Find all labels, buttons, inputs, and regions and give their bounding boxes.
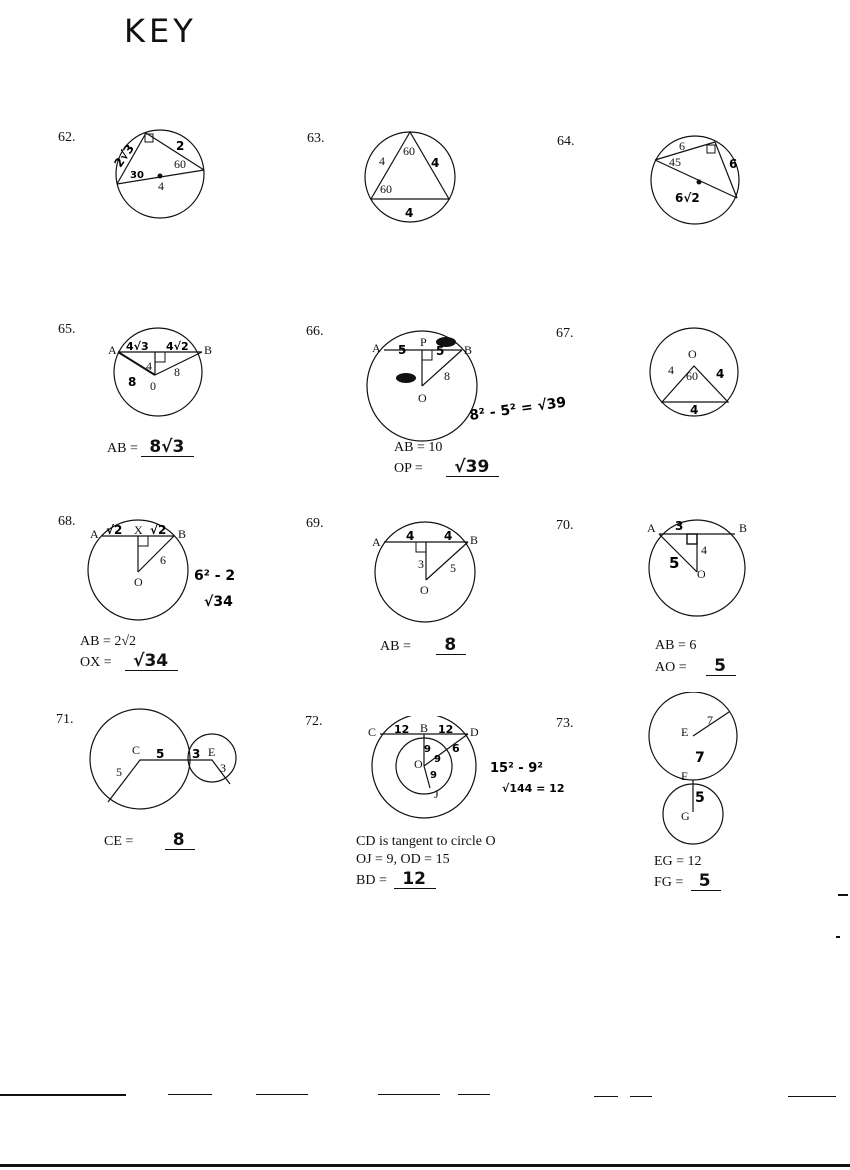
p73-label-five: 5 bbox=[695, 790, 705, 806]
problem-64-diagram bbox=[645, 128, 745, 230]
bottom-rule-2 bbox=[168, 1094, 212, 1095]
p71-label-er: 3 bbox=[192, 747, 201, 761]
p68-answer-row bbox=[80, 652, 178, 671]
p71-label-r1: 5 bbox=[116, 765, 122, 779]
problem-69-number: 69. bbox=[306, 516, 324, 531]
edge-mark-2 bbox=[836, 936, 840, 938]
p70-label-seg: 3 bbox=[675, 519, 684, 533]
p72-answer-label: BD = bbox=[356, 873, 387, 888]
problem-65-diagram bbox=[100, 320, 230, 420]
p62-label-e: 4 bbox=[158, 179, 164, 193]
answer-key-title: KEY bbox=[124, 12, 197, 50]
problem-69-diagram bbox=[362, 518, 492, 628]
p68-answer: √34 bbox=[125, 652, 178, 671]
p65-label-b: B bbox=[204, 343, 213, 357]
bottom-rule-4 bbox=[378, 1094, 440, 1095]
p72-work-1: 15² - 9² bbox=[490, 761, 543, 776]
edge-mark-1 bbox=[838, 894, 848, 896]
p64-label-top: 6 bbox=[679, 139, 685, 153]
p71-label-r2: 3 bbox=[220, 761, 226, 775]
p66-label-seg2: 5 bbox=[436, 344, 445, 358]
p72-given-1: CD is tangent to circle O bbox=[356, 834, 496, 849]
p69-label-seg1: 4 bbox=[406, 529, 415, 543]
p68-label-b: B bbox=[178, 527, 187, 541]
problem-68-diagram bbox=[82, 514, 252, 636]
p70-label-r: 5 bbox=[669, 554, 680, 572]
p72-work-2: √144 = 12 bbox=[502, 782, 565, 795]
p69-label-r: 5 bbox=[450, 561, 456, 575]
p67-label-o: O bbox=[688, 347, 697, 361]
problem-73-diagram bbox=[645, 692, 745, 858]
p71-answer-row bbox=[104, 831, 195, 850]
p69-label-b: B bbox=[470, 533, 479, 547]
bottom-rule-5 bbox=[458, 1094, 490, 1095]
p72-label-seg2: 12 bbox=[438, 723, 454, 736]
p62-label-d: 30 bbox=[130, 170, 144, 181]
p71-answer: 8 bbox=[165, 831, 195, 850]
p71-answer-label: CE = bbox=[104, 834, 134, 849]
p63-label-right-side: 4 bbox=[431, 156, 440, 170]
p70-given: AB = 6 bbox=[655, 638, 697, 653]
p72-label-d-num: 9 bbox=[430, 770, 437, 781]
p65-label-seg1: 4√3 bbox=[126, 340, 149, 353]
p65-label-h: 4 bbox=[146, 359, 152, 373]
p65-answer-label: AB = bbox=[107, 441, 138, 456]
p73-label-r: 7 bbox=[707, 713, 713, 727]
p69-label-a: A bbox=[372, 535, 381, 549]
p71-label-e: E bbox=[208, 745, 216, 759]
problem-70-number: 70. bbox=[556, 518, 574, 533]
p65-label-r1: 8 bbox=[128, 375, 137, 389]
p72-label-b: B bbox=[420, 721, 429, 735]
p66-answer-row bbox=[394, 458, 499, 477]
p66-label-o: O bbox=[418, 391, 427, 405]
p72-label-a: 9 bbox=[424, 744, 431, 755]
problem-71-diagram bbox=[80, 704, 250, 814]
p69-label-seg2: 4 bbox=[444, 529, 453, 543]
p66-given: AB = 10 bbox=[394, 440, 443, 455]
p65-answer-row bbox=[107, 438, 194, 457]
p65-label-a: A bbox=[108, 343, 117, 357]
p65-answer: 8√3 bbox=[141, 438, 194, 457]
p72-label-c: C bbox=[368, 725, 377, 739]
problem-67-number: 67. bbox=[556, 326, 574, 341]
p68-label-o: O bbox=[134, 575, 143, 589]
p70-answer: 5 bbox=[706, 657, 736, 676]
p70-label-o: O bbox=[697, 567, 706, 581]
p73-label-seven: 7 bbox=[695, 750, 705, 766]
p66-label-a: A bbox=[372, 341, 381, 355]
problem-63-diagram bbox=[355, 125, 465, 230]
p71-label-c: C bbox=[132, 743, 141, 757]
problem-65-number: 65. bbox=[58, 322, 76, 337]
problem-70-diagram bbox=[645, 516, 755, 622]
p72-given-2: OJ = 9, OD = 15 bbox=[356, 852, 450, 867]
p73-answer-row bbox=[654, 872, 721, 891]
p70-label-b: B bbox=[739, 521, 748, 535]
p68-work-2: √34 bbox=[204, 594, 233, 610]
p63-label-base: 4 bbox=[405, 206, 414, 220]
p73-label-e: E bbox=[681, 725, 689, 739]
p64-label-right: 6 bbox=[729, 157, 738, 171]
problem-63-number: 63. bbox=[307, 131, 325, 146]
p66-label-r: 8 bbox=[444, 369, 450, 383]
p68-label-seg1: √2 bbox=[106, 523, 123, 537]
problem-67-diagram bbox=[648, 322, 748, 422]
bottom-rule-3 bbox=[256, 1094, 308, 1095]
p73-label-f: F bbox=[681, 769, 688, 783]
p68-given: AB = 2√2 bbox=[80, 634, 137, 649]
problem-73-number: 73. bbox=[556, 716, 574, 731]
p68-work-1: 6² - 2 bbox=[194, 568, 236, 584]
p64-label-angle: 45 bbox=[669, 155, 681, 169]
problem-68-number: 68. bbox=[58, 514, 76, 529]
p73-answer-label: FG = bbox=[654, 875, 684, 890]
bottom-rule-6 bbox=[594, 1096, 618, 1097]
p70-answer-row bbox=[655, 657, 736, 676]
p62-label-c: 60 bbox=[174, 157, 186, 171]
p70-label-h: 4 bbox=[701, 543, 707, 557]
problem-72-diagram bbox=[362, 716, 582, 828]
p64-label-diag: 6√2 bbox=[675, 191, 700, 205]
problem-62-diagram bbox=[100, 120, 220, 230]
p66-label-p: P bbox=[420, 335, 427, 349]
p67-label-base: 4 bbox=[690, 403, 699, 417]
p66-label-seg1: 5 bbox=[398, 343, 407, 357]
p72-label-j: J bbox=[434, 787, 439, 801]
p62-label-a: 2√3 bbox=[111, 141, 138, 170]
problem-64-number: 64. bbox=[557, 134, 575, 149]
p66-answer: √39 bbox=[446, 458, 499, 477]
problem-66-number: 66. bbox=[306, 324, 324, 339]
p72-label-d: D bbox=[470, 725, 479, 739]
p71-label-cr: 5 bbox=[156, 747, 165, 761]
p67-label-right: 4 bbox=[716, 367, 725, 381]
p63-label-left-angle: 60 bbox=[380, 182, 392, 196]
p69-answer-row bbox=[380, 636, 466, 655]
p66-label-b: B bbox=[464, 343, 473, 357]
p66-work: 8² - 5² = √39 bbox=[468, 394, 568, 424]
p73-answer: 5 bbox=[691, 872, 721, 891]
problem-62-number: 62. bbox=[58, 130, 76, 145]
p70-label-a: A bbox=[647, 521, 656, 535]
p69-label-h: 3 bbox=[418, 557, 424, 571]
p66-answer-label: OP = bbox=[394, 461, 423, 476]
problem-72-number: 72. bbox=[305, 714, 323, 729]
p72-label-c-num: 6 bbox=[452, 742, 460, 755]
p72-label-b-num: 9 bbox=[434, 754, 441, 765]
p67-label-left: 4 bbox=[668, 363, 674, 377]
p68-label-seg2: √2 bbox=[150, 523, 167, 537]
p72-answer-row bbox=[356, 870, 436, 889]
p68-label-x: X bbox=[134, 523, 143, 537]
p69-answer-label: AB = bbox=[380, 639, 411, 654]
bottom-border bbox=[0, 1164, 850, 1167]
p72-answer: 12 bbox=[394, 870, 436, 889]
p63-label-left-side: 4 bbox=[379, 154, 385, 168]
p67-label-angle: 60 bbox=[686, 369, 698, 383]
problem-71-number: 71. bbox=[56, 712, 74, 727]
p69-label-o: O bbox=[420, 583, 429, 597]
p68-answer-label: OX = bbox=[80, 655, 112, 670]
p62-label-b: 2 bbox=[176, 139, 185, 153]
p68-label-a: A bbox=[90, 527, 99, 541]
p65-label-o: 0 bbox=[150, 379, 156, 393]
p73-given: EG = 12 bbox=[654, 854, 702, 869]
p73-label-g: G bbox=[681, 809, 690, 823]
p65-label-seg2: 4√2 bbox=[166, 340, 189, 353]
p70-answer-label: AO = bbox=[655, 660, 687, 675]
p68-label-r: 6 bbox=[160, 553, 166, 567]
bottom-rule-1 bbox=[0, 1094, 126, 1096]
p72-label-seg1: 12 bbox=[394, 723, 410, 736]
p63-label-top: 60 bbox=[403, 144, 415, 158]
bottom-rule-8 bbox=[788, 1096, 836, 1097]
p69-answer: 8 bbox=[436, 636, 466, 655]
bottom-rule-7 bbox=[630, 1096, 652, 1097]
p72-label-o: O bbox=[414, 757, 423, 771]
p65-label-r2: 8 bbox=[174, 365, 180, 379]
